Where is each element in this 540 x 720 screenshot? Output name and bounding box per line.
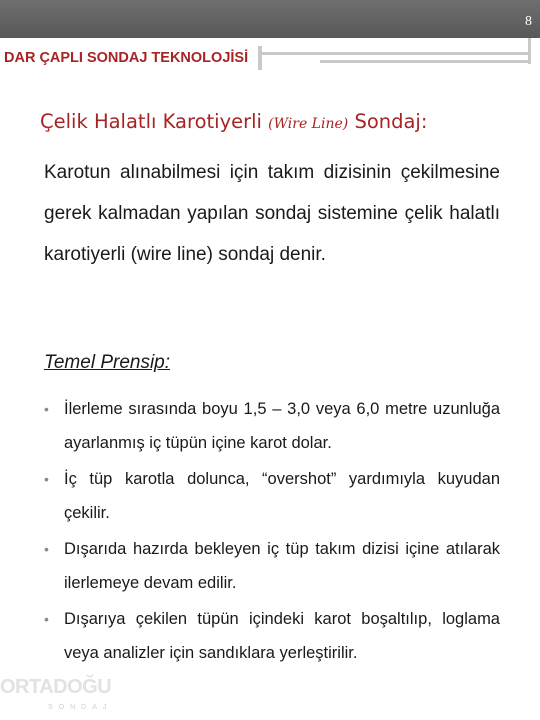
bullet-text: İlerleme sırasında boyu 1,5 – 3,0 veya 6,0 metre uzunluğa ayarlanmış iç tüpün içine karot dolar. xyxy=(64,400,500,452)
top-band xyxy=(0,0,540,38)
header-title: DAR ÇAPLI SONDAJ TEKNOLOJİSİ xyxy=(4,50,249,66)
section-subtitle xyxy=(40,110,427,133)
definition-paragraph: Karotun alınabilmesi için takım dizisinin çekilmesine gerek kalmadan yapılan sondaj sistemine çelik halatlı karotiyerli (wire line) sondaj denir. xyxy=(44,162,500,265)
bullet-text: Dışarıda hazırda bekleyen iç tüp takım dizisi içine atılarak ilerlemeye devam edilir. xyxy=(64,540,500,592)
header-rule-vertical xyxy=(528,38,531,64)
bullet-dot-icon: • xyxy=(44,401,49,417)
bullet-list xyxy=(44,392,500,672)
bullet-dot-icon: • xyxy=(44,611,49,627)
header-box xyxy=(0,46,262,70)
subtitle-end: Sondaj: xyxy=(354,110,428,133)
bullet-dot-icon: • xyxy=(44,541,49,557)
logo-text: ORTADOĞU xyxy=(0,676,112,698)
subtitle-main: Çelik Halatlı Karotiyerli xyxy=(40,110,262,133)
header-rule-lower xyxy=(320,60,530,63)
bullet-item xyxy=(44,532,500,600)
logo-subtext: SONDAJ xyxy=(48,704,113,711)
bullet-item xyxy=(44,392,500,460)
company-logo xyxy=(0,676,112,716)
subtitle-italic: (Wire Line) xyxy=(268,116,349,132)
bullet-text: Dışarıya çekilen tüpün içindeki karot boşaltılıp, loglama veya analizler için sandıklara yerleştirilir. xyxy=(64,610,500,662)
bullet-item xyxy=(44,602,500,670)
bullet-dot-icon: • xyxy=(44,471,49,487)
principle-heading: Temel Prensip: xyxy=(44,352,171,373)
bullet-item xyxy=(44,462,500,530)
bullet-text: İç tüp karotla dolunca, “overshot” yardımıyla kuyudan çekilir. xyxy=(64,470,500,522)
page-number: 8 xyxy=(525,14,532,29)
